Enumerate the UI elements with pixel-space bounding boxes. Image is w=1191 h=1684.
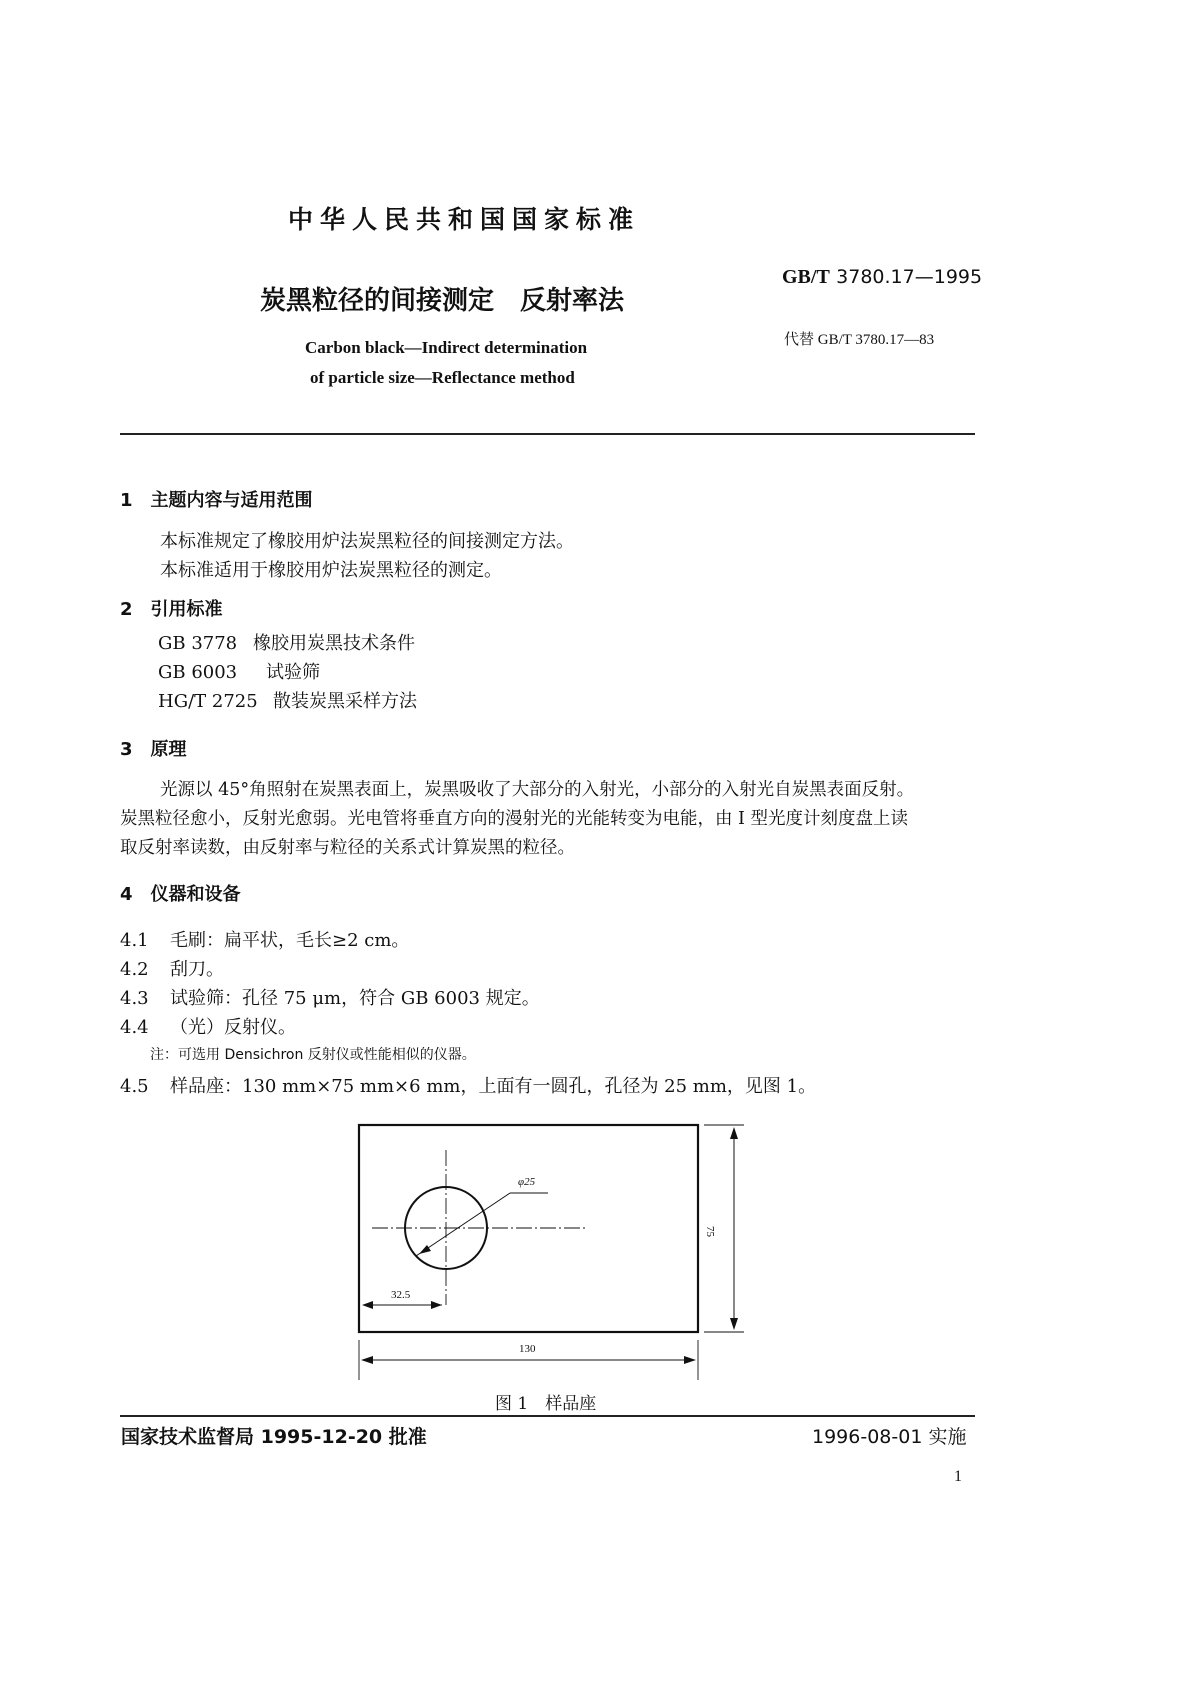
offset-label: 32.5	[391, 1289, 411, 1301]
arrowhead	[361, 1356, 373, 1364]
clause-number: 4.4	[120, 1017, 149, 1038]
figure-caption: 图 1 样品座	[495, 1394, 597, 1414]
reference-title: 试验筛	[266, 662, 320, 683]
width-label: 130	[519, 1343, 536, 1355]
reference-title: 橡胶用炭黑技术条件	[253, 633, 415, 654]
clause-number: 4.5	[120, 1076, 149, 1097]
clause-number: 4.1	[120, 930, 149, 951]
section-4-heading: 4 仪器和设备	[120, 884, 241, 905]
arrowhead	[730, 1318, 738, 1330]
clause-number: 4.3	[120, 988, 149, 1009]
clause-text: 试验筛：孔径 75 μm，符合 GB 6003 规定。	[170, 988, 540, 1009]
section-1-paragraph-1: 本标准规定了橡胶用炉法炭黑粒径的间接测定方法。	[160, 531, 574, 552]
effective-date: 1996-08-01 实施	[812, 1426, 967, 1448]
footer-rule	[120, 1415, 975, 1417]
section-3-line-3: 取反射率读数，由反射率与粒径的关系式计算炭黑的粒径。	[120, 838, 575, 858]
diameter-label: φ25	[518, 1176, 536, 1188]
reference-code: HG/T 2725	[158, 691, 258, 712]
section-2-heading: 2 引用标准	[120, 599, 223, 620]
section-1-heading: 1 主题内容与适用范围	[120, 490, 313, 511]
document-title-en-line1: Carbon black—Indirect determination	[305, 338, 588, 357]
clause-text: 毛刷：扁平状，毛长≥2 cm。	[170, 930, 410, 951]
arrowhead	[431, 1301, 442, 1309]
section-1-paragraph-2: 本标准适用于橡胶用炉法炭黑粒径的测定。	[160, 560, 502, 581]
arrowhead	[730, 1127, 738, 1139]
arrowhead	[684, 1356, 696, 1364]
national-standard-title: 中华人民共和国国家标准	[288, 205, 641, 234]
reference-title: 散装炭黑采样方法	[273, 691, 417, 712]
approval-statement: 国家技术监督局 1995-12-20 批准	[121, 1426, 427, 1448]
standard-code: 3780.17—1995	[836, 266, 983, 288]
standard-prefix: GB/T	[782, 266, 830, 288]
replaces-note: 代替 GB/T 3780.17—83	[784, 332, 935, 348]
clause-text: 刮刀。	[170, 959, 224, 980]
document-title-cn: 炭黑粒径的间接测定 反射率法	[260, 286, 625, 316]
section-3-line-1: 光源以 45°角照射在炭黑表面上，炭黑吸收了大部分的入射光，小部分的入射光自炭黑表面反射。	[160, 780, 915, 800]
diameter-leader	[416, 1193, 510, 1256]
height-label: 75	[704, 1226, 716, 1237]
clause-text: 样品座：130 mm×75 mm×6 mm，上面有一圆孔，孔径为 25 mm，见图 1。	[170, 1076, 817, 1097]
section-3-line-2: 炭黑粒径愈小，反射光愈弱。光电管将垂直方向的漫射光的光能转变为电能，由 I 型光度计刻度盘上读	[120, 809, 909, 829]
page-number: 1	[954, 1468, 962, 1485]
reference-code: GB 3778	[158, 633, 238, 654]
clause-text: （光）反射仪。	[170, 1017, 296, 1038]
arrowhead	[362, 1301, 373, 1309]
document-title-en-line2: of particle size—Reflectance method	[310, 368, 575, 387]
clause-note: 注：可选用 Densichron 反射仪或性能相似的仪器。	[150, 1047, 476, 1063]
clause-number: 4.2	[120, 959, 149, 980]
reference-code: GB 6003	[158, 662, 238, 683]
section-3-heading: 3 原理	[120, 739, 187, 760]
arrowhead	[419, 1245, 431, 1254]
